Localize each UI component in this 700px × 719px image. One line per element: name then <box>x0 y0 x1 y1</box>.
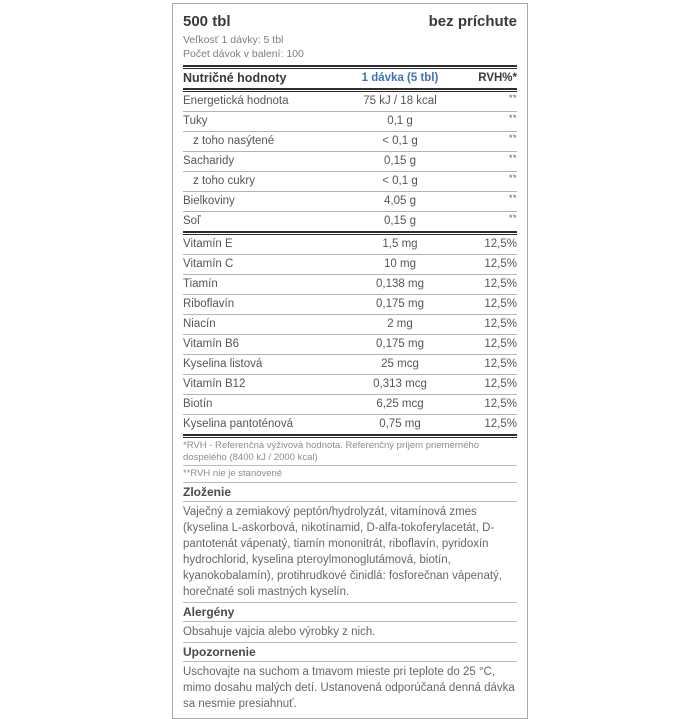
nutrient-value: 0,138 mg <box>376 278 424 290</box>
nutrient-rvh: 12,5% <box>484 318 517 330</box>
nutrient-label: Vitamín B12 <box>183 378 246 390</box>
nutrient-rvh: ** <box>508 113 517 123</box>
vitamin-row <box>183 335 517 355</box>
nutrient-value: 0,15 g <box>384 215 416 227</box>
nutrient-value: 75 kJ / 18 kcal <box>363 95 437 107</box>
nutrient-rvh: 12,5% <box>484 238 517 250</box>
nutrient-label: Vitamín E <box>183 238 233 250</box>
section-heading: Zloženie <box>183 483 517 502</box>
nutrient-label: Sacharidy <box>183 155 235 167</box>
nutrient-value: 0,175 mg <box>376 298 424 310</box>
table-header-label: Nutričné hodnoty <box>183 71 287 85</box>
nutrient-value: 1,5 mg <box>382 238 418 250</box>
table-header-serving: 1 dávka (5 tbl) <box>361 72 439 84</box>
nutrient-value: 0,175 mg <box>376 338 424 350</box>
nutrient-rvh: 12,5% <box>484 298 517 310</box>
nutrient-label: z toho cukry <box>193 175 255 187</box>
servings-per-pack-line: Počet dávok v balení: 100 <box>183 47 304 60</box>
vitamin-rows <box>183 235 517 434</box>
footnote: **RVH nie je stanovené <box>183 466 517 483</box>
nutrient-label: Vitamín B6 <box>183 338 240 350</box>
macro-nutrient-row <box>183 212 517 231</box>
nutrient-label: Bielkoviny <box>183 195 235 207</box>
nutrient-rvh: 12,5% <box>484 358 517 370</box>
vitamin-row <box>183 255 517 275</box>
nutrient-value: 0,15 g <box>384 155 416 167</box>
nutrient-label: Kyselina listová <box>183 358 263 370</box>
nutrient-value: < 0,1 g <box>382 135 418 147</box>
nutrient-rvh: ** <box>508 153 517 163</box>
nutrient-value: 2 mg <box>387 318 413 330</box>
nutrient-rvh: 12,5% <box>484 258 517 270</box>
nutrient-label: Riboflavín <box>183 298 235 310</box>
nutrient-value: 0,1 g <box>387 115 413 127</box>
vitamin-row <box>183 295 517 315</box>
nutrient-value: 6,25 mcg <box>376 398 424 410</box>
nutrient-rvh: ** <box>508 93 517 103</box>
nutrient-label: Biotín <box>183 398 213 410</box>
section-body: Vaječný a zemiakový peptón/hydrolyzát, vitamínová zmes (kyselina L-askorbová, nikotínamid, D-alfa-tokoferylacetát, D-pantotenát vápenatý, tiamín mononitrát, riboflavín, pyridoxín hydrochlorid, kyselina pteroylmonoglutámová, biotín, kyanokobalamín), protihrudkové činidlá: fosforečnan vápenatý, horečnaté soli mastných kyselín. <box>183 502 517 603</box>
vitamin-row <box>183 415 517 434</box>
serving-size-line: Veľkosť 1 dávky: 5 tbl <box>183 34 284 46</box>
vitamin-row <box>183 375 517 395</box>
nutrition-label-panel <box>172 3 528 719</box>
serving-info <box>183 34 517 61</box>
vitamin-row <box>183 275 517 295</box>
nutrient-value: 4,05 g <box>384 195 416 207</box>
nutrient-label: Kyselina pantoténová <box>183 418 293 430</box>
nutrient-rvh: ** <box>508 193 517 203</box>
section-heading: Upozornenie <box>183 643 517 662</box>
footnote: *RVH - Referenčná výživová hodnota. Referenčný príjem priemerného dospelého (8400 kJ / 2000 kcal) <box>183 438 517 466</box>
vitamin-row <box>183 235 517 255</box>
nutrient-value: 10 mg <box>384 258 416 270</box>
flavor: bez príchute <box>428 13 517 30</box>
nutrient-rvh: ** <box>508 213 517 223</box>
vitamin-row <box>183 355 517 375</box>
nutrient-rvh: 12,5% <box>484 418 517 430</box>
vitamin-row <box>183 395 517 415</box>
section-body: Obsahuje vajcia alebo výrobky z nich. <box>183 622 517 643</box>
table-header-rvh: RVH%* <box>478 72 517 84</box>
nutrient-label: z toho nasýtené <box>193 135 275 147</box>
nutrient-rvh: ** <box>508 133 517 143</box>
nutrient-value: 0,75 mg <box>379 418 421 430</box>
label-header <box>183 13 517 30</box>
nutrient-rvh: ** <box>508 173 517 183</box>
pack-size: 500 tbl <box>183 13 231 30</box>
footnotes <box>183 438 517 483</box>
table-header-row <box>183 69 517 88</box>
vitamin-row <box>183 315 517 335</box>
nutrient-value: < 0,1 g <box>382 175 418 187</box>
nutrient-label: Soľ <box>183 215 201 227</box>
section-body: Uschovajte na suchom a tmavom mieste pri teplote do 25 °C, mimo dosahu malých detí. Ustanovená odporúčaná denná dávka sa nesmie presiahnuť. <box>183 665 515 710</box>
nutrient-label: Energetická hodnota <box>183 95 289 107</box>
section-heading: Alergény <box>183 603 517 622</box>
nutrient-label: Niacín <box>183 318 216 330</box>
nutrient-rvh: 12,5% <box>484 378 517 390</box>
nutrient-label: Vitamín C <box>183 258 234 270</box>
info-sections <box>183 483 517 714</box>
nutrient-label: Tuky <box>183 115 208 127</box>
nutrient-value: 0,313 mcg <box>373 378 427 390</box>
nutrient-rvh: 12,5% <box>484 398 517 410</box>
macro-nutrient-rows <box>183 92 517 231</box>
nutrient-value: 25 mcg <box>381 358 419 370</box>
nutrient-label: Tiamín <box>183 278 218 290</box>
nutrient-rvh: 12,5% <box>484 338 517 350</box>
nutrient-rvh: 12,5% <box>484 278 517 290</box>
